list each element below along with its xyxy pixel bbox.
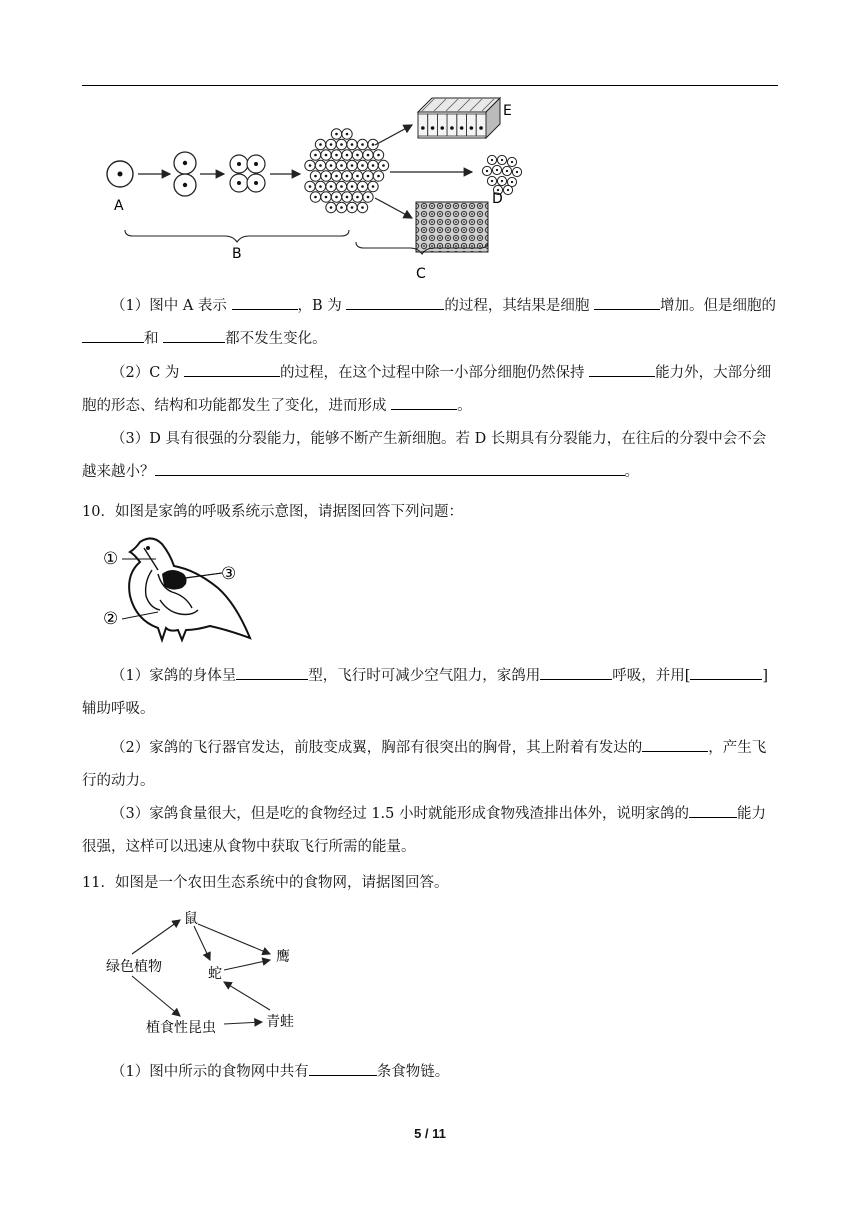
label-3: ③ — [221, 564, 237, 584]
label-2: ② — [103, 609, 119, 629]
answer-blank[interactable] — [155, 461, 625, 476]
arrow-mouse-snake — [194, 926, 210, 960]
many-cells — [305, 129, 389, 213]
answer-blank[interactable] — [184, 362, 280, 377]
answer-blank[interactable] — [309, 1061, 377, 1076]
page-number: 5 / 11 — [414, 1126, 446, 1141]
answer-blank[interactable] — [346, 295, 444, 310]
answer-blank[interactable] — [391, 395, 457, 410]
node-plant: 绿色植物 — [106, 959, 162, 975]
header-rule — [82, 85, 778, 86]
label-c: C — [416, 266, 426, 282]
q9-part3: （3）D 具有很强的分裂能力，能够不断产生新细胞。若 D 长期具有分裂能力，在往后的分裂中会不会越来越小？ 。 — [82, 431, 767, 480]
label-1: ① — [103, 549, 119, 569]
arrow-snake-hawk — [224, 960, 270, 970]
brace-b — [125, 230, 349, 242]
answer-blank[interactable] — [540, 665, 612, 680]
node-frog: 青蛙 — [266, 1014, 294, 1030]
answer-blank[interactable] — [689, 803, 737, 818]
arrow-mouse-hawk — [198, 924, 270, 954]
q11-title: 11．如图是一个农田生态系统中的食物网，请据图回答。 — [82, 875, 449, 891]
q9-part2: （2）C 为 的过程，在这个过程中除一小部分细胞仍然保持 能力外，大部分细胞的形态、结构和功能都发生了变化，进而形成 。 — [82, 357, 778, 423]
arrow-insect-frog — [224, 1022, 262, 1024]
answer-blank[interactable] — [236, 665, 308, 680]
answer-blank[interactable] — [163, 328, 225, 343]
q11-part1: （1）图中所示的食物网中共有 条食物链。 — [82, 1056, 778, 1089]
arrow-plant-insect — [132, 976, 180, 1016]
tissue-e — [418, 98, 500, 138]
q10-part1: （1）家鸽的身体呈 型，飞行时可减少空气阻力，家鸽用 呼吸，并用[ ]辅助呼吸。 — [82, 660, 778, 726]
q10-part3: （3）家鸽食量很大，但是吃的食物经过 1.5 小时就能形成食物残渣排出体外，说明家鸽的 能力很强，这样可以迅速从食物中获取飞行所需的能量。 — [82, 798, 778, 864]
q10-part2: （2）家鸽的飞行器官发达，前肢变成翼，胸部有很突出的胸骨，其上附着有发达的 ，产生飞行的动力。 — [82, 732, 778, 798]
node-mouse: 鼠 — [184, 911, 198, 927]
node-insect: 植食性昆虫 — [146, 1020, 216, 1036]
tissue-d — [482, 155, 521, 194]
answer-blank[interactable] — [232, 295, 298, 310]
answer-blank[interactable] — [594, 295, 660, 310]
two-cells — [174, 152, 196, 196]
pigeon-figure — [100, 530, 260, 650]
four-cells — [230, 155, 265, 192]
node-snake: 蛇 — [208, 966, 222, 982]
single-cell — [107, 161, 133, 187]
answer-blank[interactable] — [642, 737, 708, 752]
label-d: D — [492, 191, 503, 207]
q9-part1: （1）图中 A 表示 ，B 为 的过程，其结果是细胞 增加。但是细胞的 和 都不发生变化。 — [82, 290, 778, 356]
label-a: A — [114, 198, 124, 214]
arrow-plant-mouse — [132, 920, 180, 954]
arrow-frog-snake — [224, 982, 270, 1010]
answer-blank[interactable] — [82, 328, 144, 343]
food-web-figure — [100, 902, 320, 1042]
answer-blank[interactable] — [589, 362, 655, 377]
label-e: E — [503, 103, 512, 119]
pigeon-eye — [146, 546, 150, 550]
tissue-c — [416, 202, 488, 252]
q10-title: 10．如图是家鸽的呼吸系统示意图，请据图回答下列问题： — [82, 504, 463, 520]
answer-blank[interactable] — [690, 665, 762, 680]
cell-division-figure — [100, 90, 530, 290]
node-hawk: 鹰 — [276, 949, 290, 965]
label-b: B — [232, 246, 242, 262]
